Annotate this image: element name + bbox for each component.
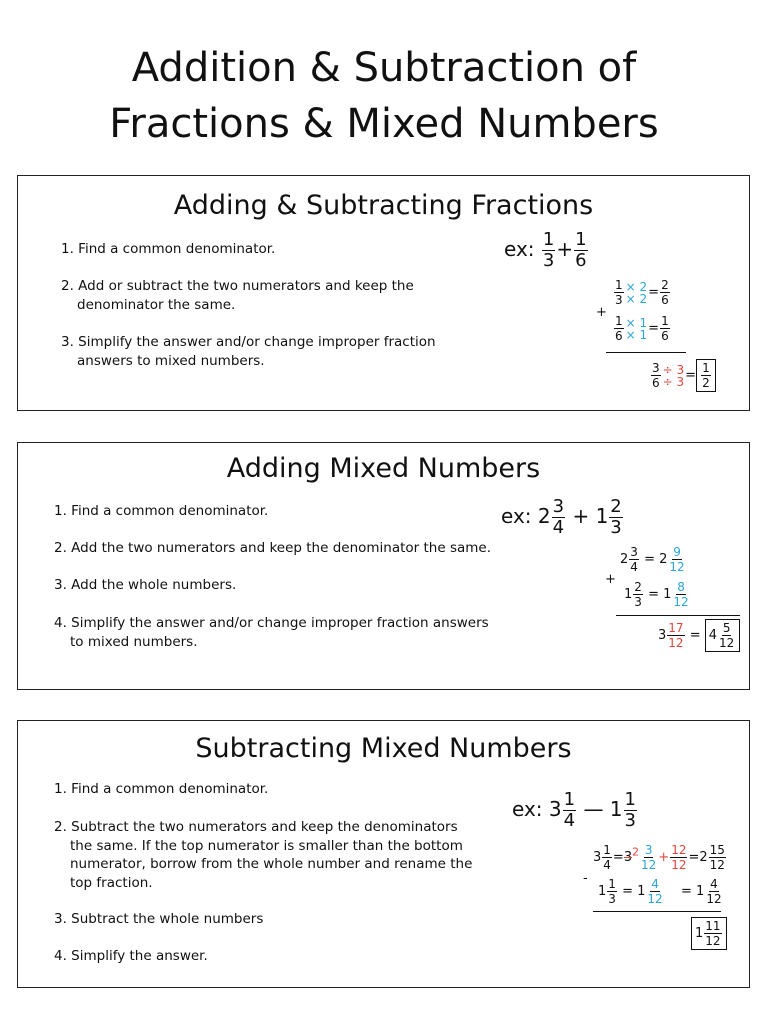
step-2: 2. Add or subtract the two numerators and keep the: [61, 278, 414, 294]
work-row-2: $\frac{1}{6}$ × 1 × 1 = $\frac{1}{6}$: [615, 314, 669, 343]
work-row-1: 3 $\frac{1}{4}$ $=3^2$ $\frac{3}{12}$ + $\frac{12}{12}$ =2 $\frac{15}{12}$: [593, 843, 725, 872]
work-row-2: 1 $\frac{2}{3}$ = 1 $\frac{8}{12}$: [624, 580, 689, 609]
example-expression: ex: 2 $\frac{3}{4}$ + 1 $\frac{2}{3}$: [501, 496, 622, 538]
plus-sign: +: [596, 305, 607, 320]
work-row-3: $\frac{3}{6}$ ÷ 3 ÷ 3 = $\frac{1}{2}$: [650, 359, 716, 392]
sum-line: [616, 615, 740, 616]
step-2-line-2: the same. If the top numerator is smaller than the bottom: [70, 838, 463, 854]
plus-sign: +: [605, 572, 616, 587]
ex-label: ex:: [504, 237, 535, 261]
card-heading: Subtracting Mixed Numbers: [195, 733, 572, 764]
step-1: 1. Find a common denominator.: [54, 781, 269, 797]
sum-line: [606, 352, 686, 353]
page-title-line-2: Fractions & Mixed Numbers: [109, 101, 659, 147]
step-2: 2. Add the two numerators and keep the denominator the same.: [54, 540, 492, 556]
work-row-2: 1 $\frac{1}{3}$ = 1 $\frac{4}{12}$: [598, 877, 663, 906]
step-3-cont: answers to mixed numbers.: [77, 353, 265, 369]
card-subtracting-mixed-numbers: [17, 720, 750, 988]
step-2-line-3: numerator, borrow from the whole number and rename the: [70, 856, 473, 872]
page-title-line-1: Addition & Subtraction of: [131, 45, 637, 91]
ex-label: ex:: [512, 797, 543, 821]
work-row-1: $\frac{1}{3}$ × 2 × 2 = $\frac{2}{6}$: [615, 278, 669, 307]
step-4: 4. Simplify the answer.: [54, 948, 208, 964]
step-1: 1. Find a common denominator.: [54, 503, 269, 519]
minus-sign: -: [583, 871, 588, 886]
work-row-1: 2 $\frac{3}{4}$ = 2 $\frac{9}{12}$: [620, 545, 685, 574]
work-row-2-result: = 1 $\frac{4}{12}$: [681, 877, 722, 906]
work-row-3: 3 $\frac{17}{12}$ = 4 $\frac{5}{12}$: [658, 619, 740, 652]
card-heading: Adding & Subtracting Fractions: [173, 190, 594, 221]
step-1: 1. Find a common denominator.: [61, 241, 276, 257]
step-3: 3. Add the whole numbers.: [54, 577, 237, 593]
step-3: 3. Subtract the whole numbers: [54, 911, 264, 927]
card-heading: Adding Mixed Numbers: [226, 453, 541, 484]
step-4: 4. Simplify the answer and/or change improper fraction answers: [54, 615, 489, 631]
step-2: 2. Subtract the two numerators and keep the denominators: [54, 819, 458, 835]
step-3: 3. Simplify the answer and/or change improper fraction: [61, 334, 436, 350]
example-expression: ex: 3 $\frac{1}{4}$ — 1 $\frac{1}{3}$: [512, 789, 636, 831]
card-adding-subtracting-fractions: [17, 175, 750, 411]
step-2-line-4: top fraction.: [70, 875, 153, 891]
work-row-3: 1 $\frac{11}{12}$: [691, 917, 727, 950]
step-4-cont: to mixed numbers.: [70, 634, 198, 650]
difference-line: [593, 911, 721, 912]
card-adding-mixed-numbers: [17, 442, 750, 690]
example-expression: ex: $\frac{1}{3}$ + $\frac{1}{6}$: [504, 229, 587, 271]
step-2-cont: denominator the same.: [77, 297, 236, 313]
ex-label: ex:: [501, 504, 532, 528]
